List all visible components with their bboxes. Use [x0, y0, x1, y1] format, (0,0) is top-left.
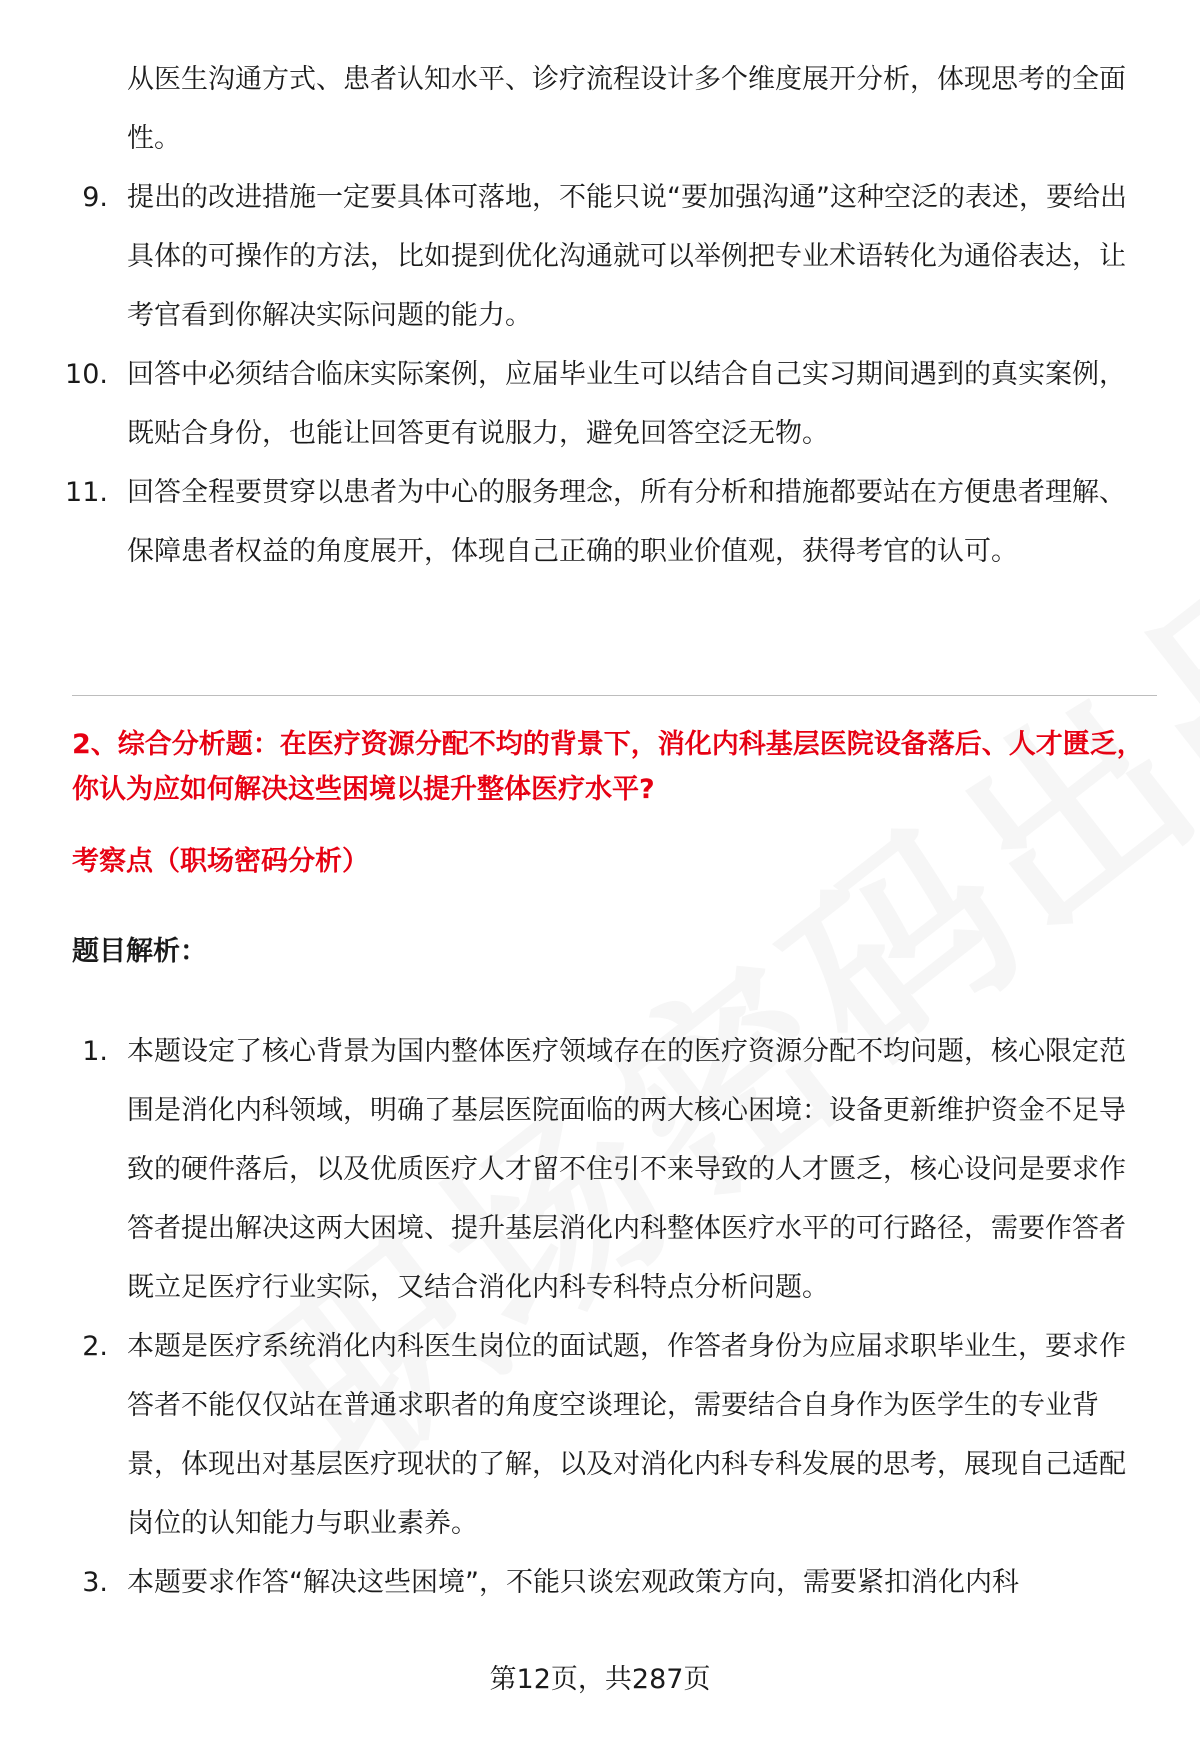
assessment-point-heading: 考察点（职场密码分析） — [72, 846, 369, 877]
page-number-footer: 第12页，共287页 — [489, 1664, 711, 1695]
list-item-text: 回答全程要贯穿以患者为中心的服务理念，所有分析和措施都要站在方便患者理解、保障患者权益的角度展开，体现自己正确的职业价值观，获得考官的认可。 — [127, 477, 1126, 567]
list-item-number: 3. — [82, 1567, 108, 1598]
continuation-paragraph: 从医生沟通方式、患者认知水平、诊疗流程设计多个维度展开分析，体现思考的全面性。 — [127, 64, 1126, 154]
analysis-heading: 题目解析： — [72, 936, 207, 967]
tips-list — [0, 168, 1200, 581]
list-item — [0, 345, 1200, 463]
list-item-number: 9. — [82, 182, 108, 213]
list-item — [0, 1317, 1200, 1553]
list-item — [0, 463, 1200, 581]
list-item-number: 2. — [82, 1331, 108, 1362]
question-title: 2、综合分析题：在医疗资源分配不均的背景下，消化内科基层医院设备落后、人才匮乏，你认为应如何解决这些困境以提升整体医疗水平? — [72, 729, 1144, 805]
list-item-text: 提出的改进措施一定要具体可落地，不能只说“要加强沟通”这种空泛的表述，要给出具体的可操作的方法，比如提到优化沟通就可以举例把专业术语转化为通俗表达，让考官看到你解决实际问题的能力。 — [127, 182, 1127, 331]
list-item-text: 本题设定了核心背景为国内整体医疗领域存在的医疗资源分配不均问题，核心限定范围是消化内科领域，明确了基层医院面临的两大核心困境：设备更新维护资金不足导致的硬件落后，以及优质医疗人才留不住引不来导致的人才匮乏，核心设问是要求作答者提出解决这两大困境、提升基层消化内科整体医疗水平的可行路径，需要作答者既立足医疗行业实际，又结合消化内科专科特点分析问题。 — [127, 1036, 1126, 1303]
list-item-text: 回答中必须结合临床实际案例，应届毕业生可以结合自己实习期间遇到的真实案例，既贴合身份，也能让回答更有说服力，避免回答空泛无物。 — [127, 359, 1126, 449]
list-item-number: 11. — [65, 477, 108, 508]
list-item — [0, 1022, 1200, 1317]
list-item — [0, 168, 1200, 345]
list-item-text: 本题是医疗系统消化内科医生岗位的面试题，作答者身份为应届求职毕业生，要求作答者不能仅仅站在普通求职者的角度空谈理论，需要结合自身作为医学生的专业背景，体现出对基层医疗现状的了解，以及对消化内科专科发展的思考，展现自己适配岗位的认知能力与职业素养。 — [127, 1331, 1126, 1539]
section-divider — [72, 695, 1157, 696]
list-item — [0, 1553, 1200, 1612]
list-item-number: 10. — [65, 359, 108, 390]
list-item-text: 本题要求作答“解决这些困境”，不能只谈宏观政策方向，需要紧扣消化内科 — [127, 1567, 1019, 1598]
list-item-number: 1. — [82, 1036, 108, 1067]
analysis-list — [0, 1022, 1200, 1612]
